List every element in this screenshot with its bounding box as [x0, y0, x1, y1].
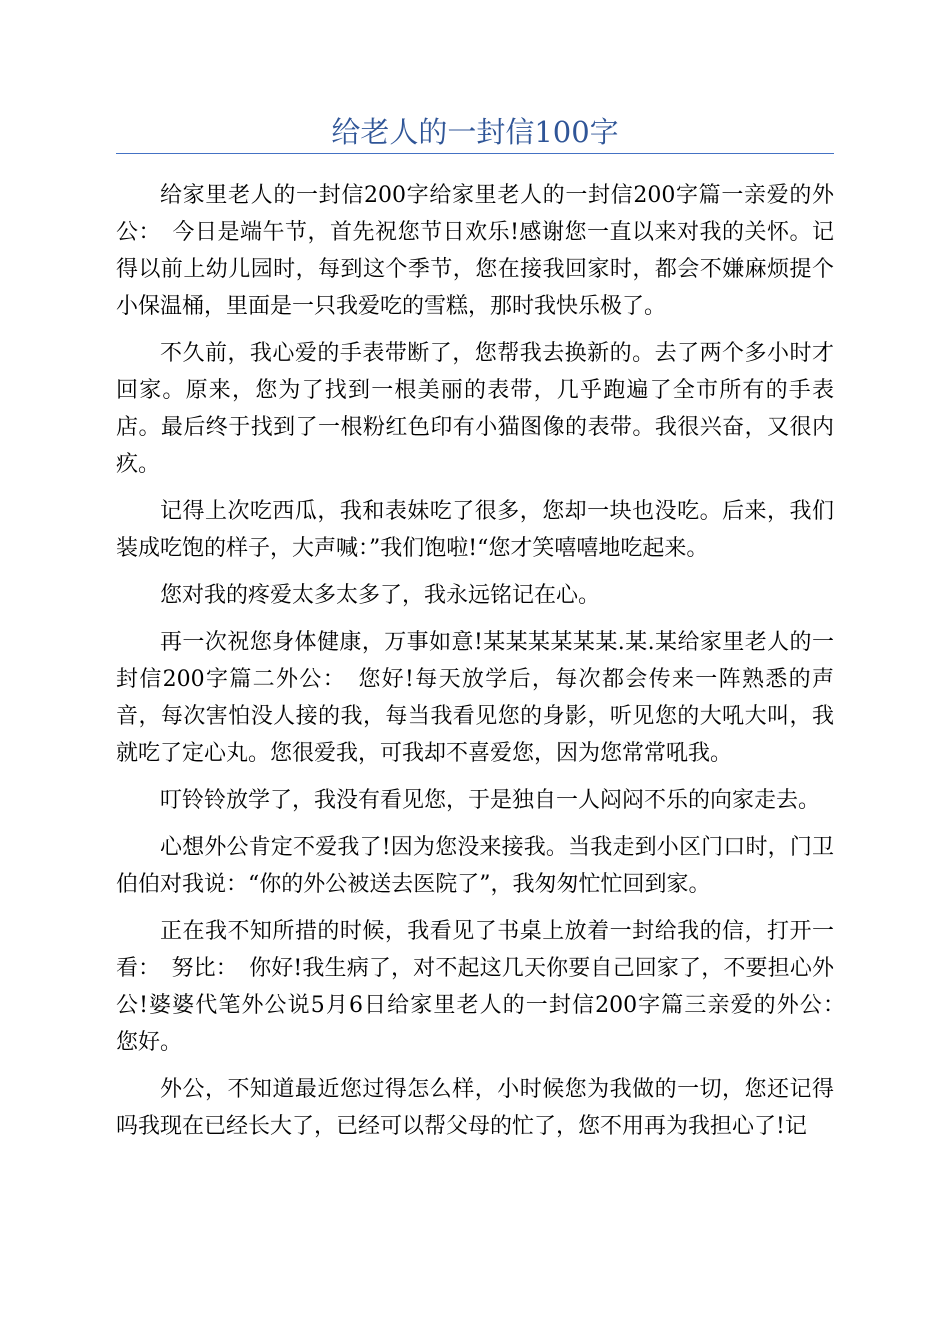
- paragraph-8: 正在我不知所措的时候，我看见了书桌上放着一封给我的信，打开一看： 努比： 你好!我生病了，对不起这几天你要自己回家了，不要担心外公!婆婆代笔外公说5月6日给家里老人的一封信200字篇三亲爱的外公： 您好。: [116, 919, 857, 1055]
- paragraph-1: 给家里老人的一封信200字给家里老人的一封信200字篇一亲爱的外公： 今日是端午节，首先祝您节日欢乐!感谢您一直以来对我的关怀。记得以前上幼儿园时，每到这个季节，您在接我回家时，都会不嫌麻烦提个小保温桶，里面是一只我爱吃的雪糕，那时我快乐极了。: [116, 183, 834, 319]
- paragraph-5: 再一次祝您身体健康，万事如意!某某某某某某.某.某给家里老人的一封信200字篇二外公： 您好!每天放学后，每次都会传来一阵熟悉的声音，每次害怕没人接的我，每当我看见您的身影，听见您的大吼大叫，我就吃了定心丸。您很爱我，可我却不喜爱您，因为您常常吼我。: [116, 630, 834, 766]
- paragraph-3: 记得上次吃西瓜，我和表妹吃了很多，您却一块也没吃。后来，我们装成吃饱的样子，大声喊：”我们饱啦!“您才笑嘻嘻地吃起来。: [116, 499, 834, 561]
- paragraph-6: 叮铃铃放学了，我没有看见您，于是独自一人闷闷不乐的向家走去。: [160, 788, 821, 813]
- document-body: [116, 177, 857, 1155]
- document-title: 给老人的一封信100字: [331, 115, 619, 149]
- paragraph-9: 外公，不知道最近您过得怎么样，小时候您为我做的一切，您还记得吗我现在已经长大了，已经可以帮父母的忙了，您不用再为我担心了!记: [116, 1077, 834, 1139]
- paragraph-2: 不久前，我心爱的手表带断了，您帮我去换新的。去了两个多小时才回家。原来，您为了找到一根美丽的表带，几乎跑遍了全市所有的手表店。最后终于找到了一根粉红色印有小猫图像的表带。我很兴奋，又很内疚。: [116, 341, 834, 477]
- paragraph-7: 心想外公肯定不爱我了!因为您没来接我。当我走到小区门口时，门卫伯伯对我说：“你的外公被送去医院了”，我匆匆忙忙回到家。: [116, 835, 834, 897]
- paragraph-4: 您对我的疼爱太多太多了，我永远铭记在心。: [160, 583, 601, 608]
- title-underline: [116, 153, 834, 154]
